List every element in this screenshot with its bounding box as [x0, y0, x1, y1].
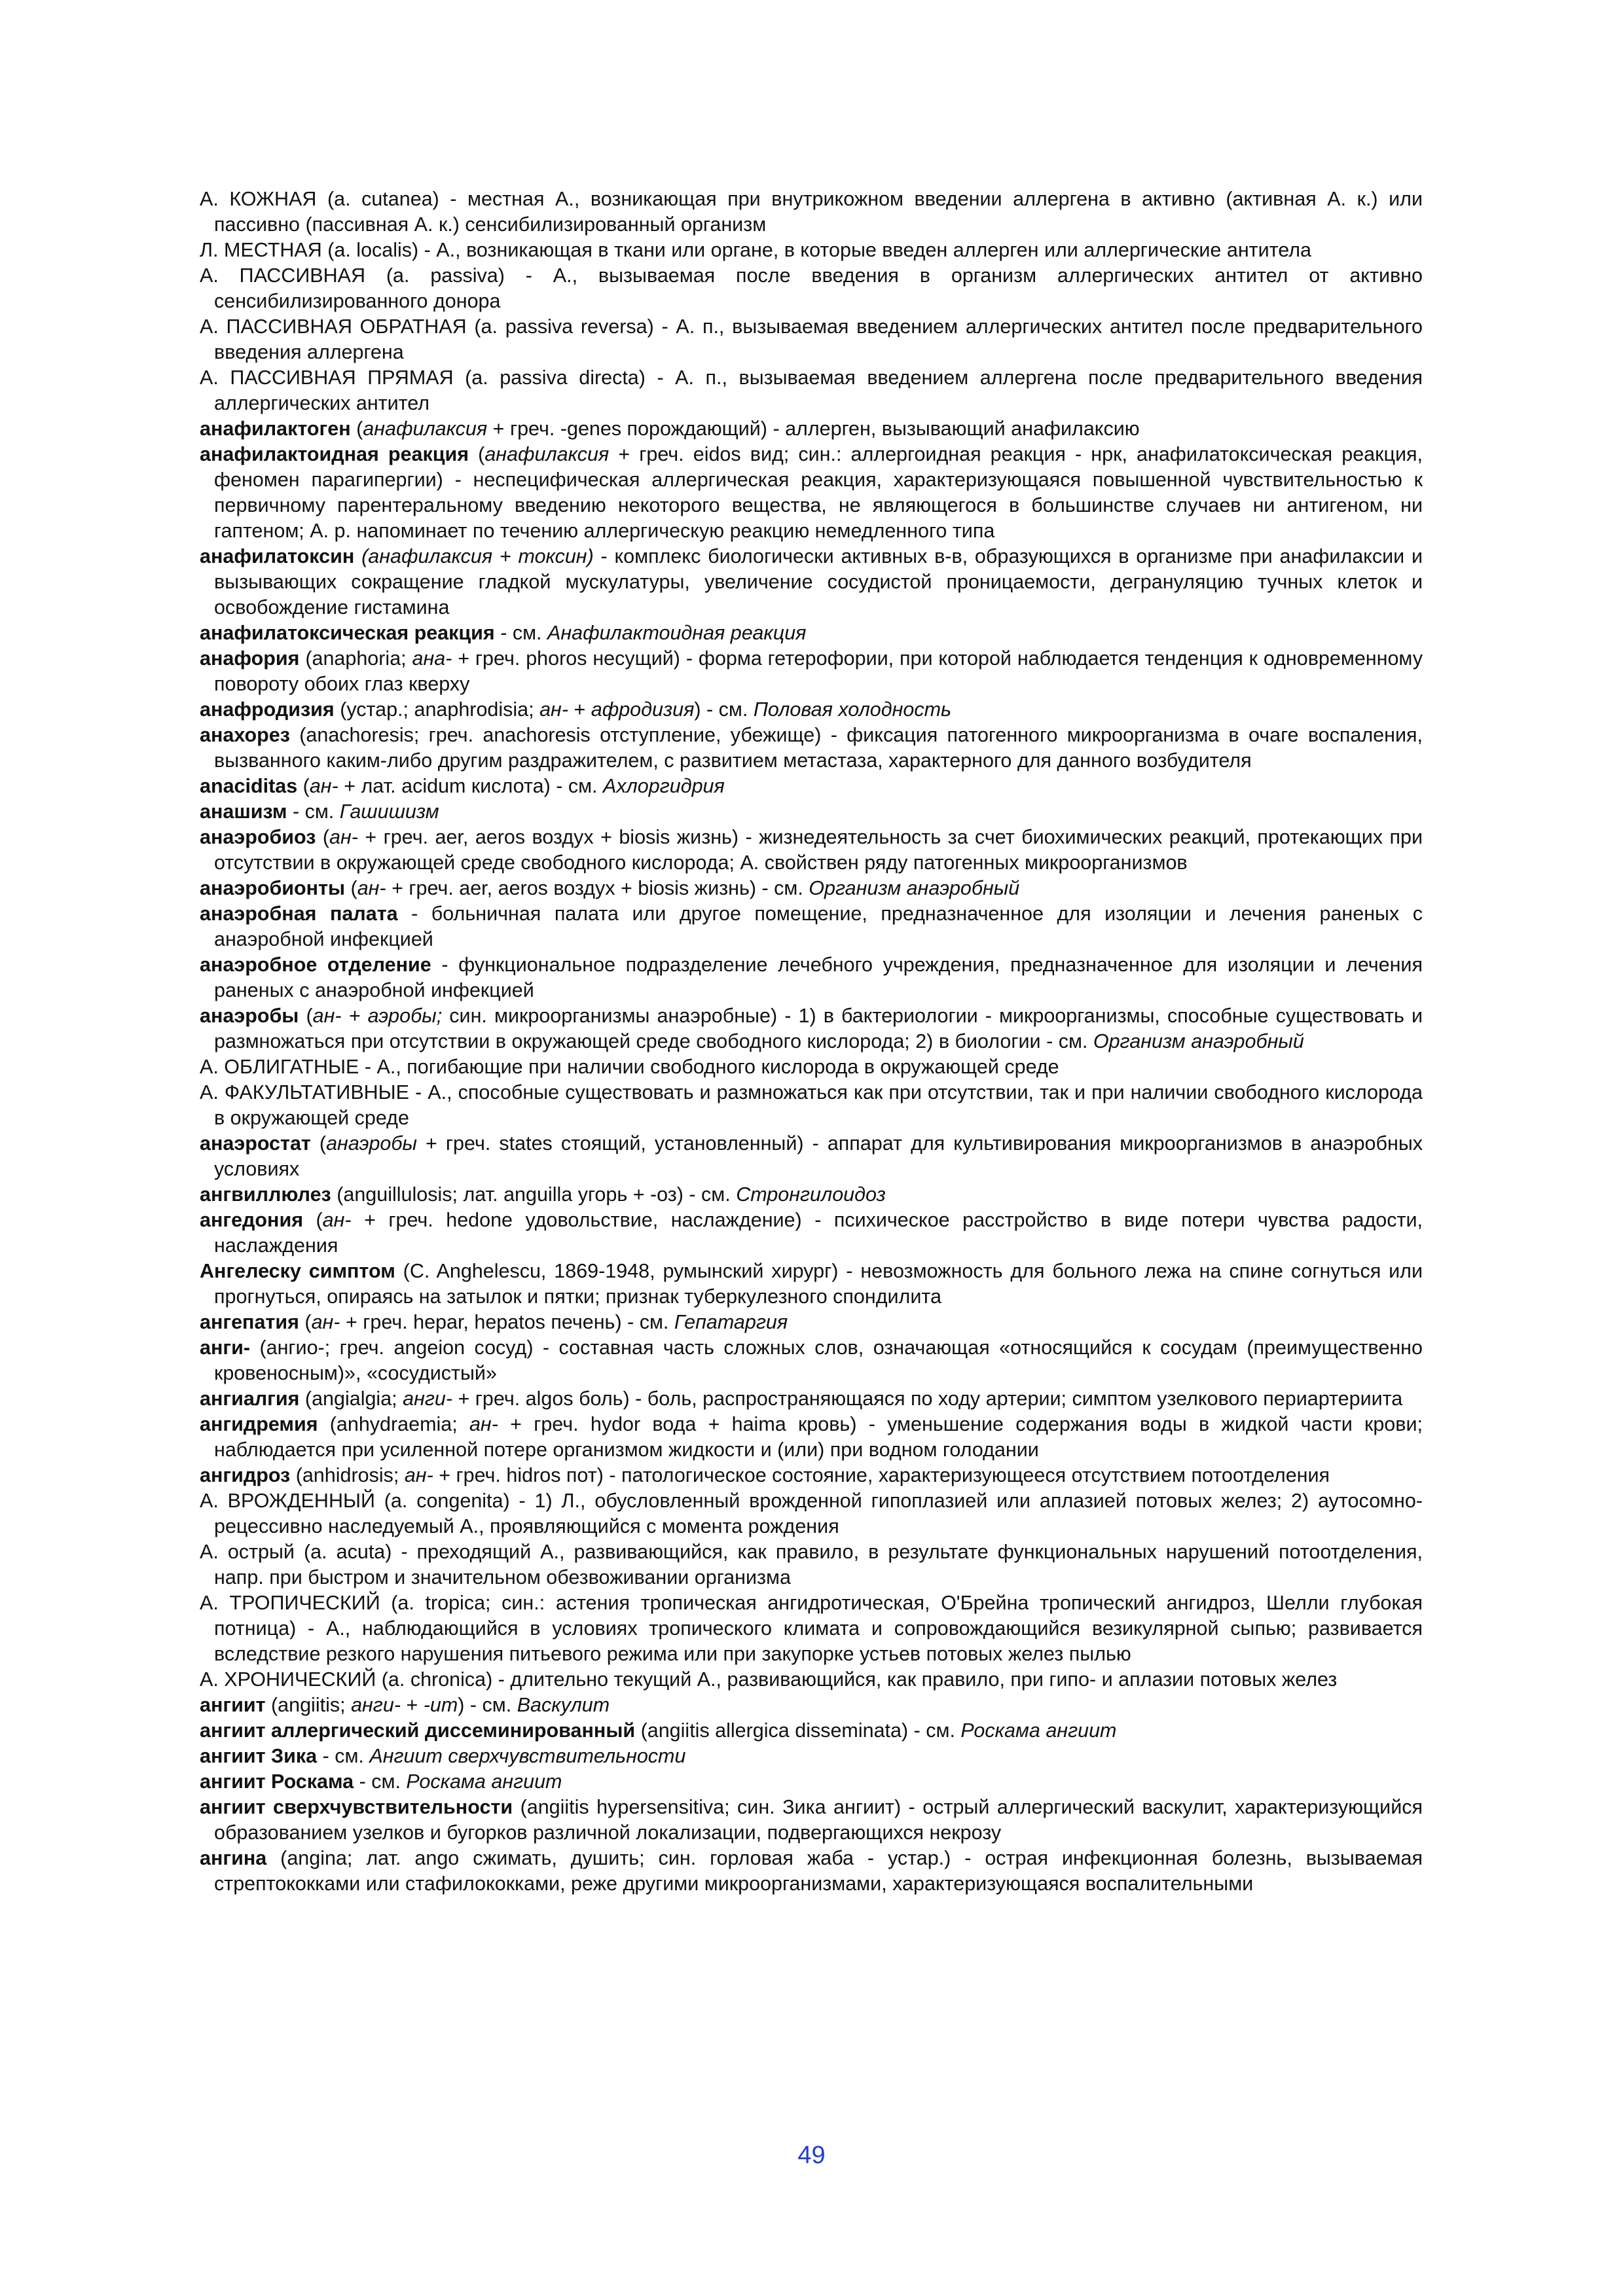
entry-text: (anachoresis; греч. anachoresis отступление, убежище) - фиксация патогенного микроорганизма в очаге воспаления, вызванного каким-либо другим раздражителем, с развитием метастаза, характерного для данного возбудителя [214, 724, 1423, 772]
entry-italic-text: афродизия [591, 698, 695, 721]
entry-text: ( [469, 443, 485, 465]
entry-text: А. ВРОЖДЕННЫЙ (a. congenita) - 1) Л., обусловленный врожденной гипоплазией или аплазией потовых желез; 2) аутосомно-рецессивно наследуемый А., проявляющийся с момента рождения [200, 1490, 1423, 1537]
entry-text: (angiitis hypersensitiva; син. Зика ангиит) - острый аллергический васкулит, характеризующийся образованием узелков и бугорков различной локализации, подвергающихся некрозу [214, 1796, 1423, 1844]
dictionary-page-body [200, 187, 1423, 1897]
entry-text: - комплекс биологически активных в-в, образующихся в организме при анафилаксии и вызывающих сокращение гладкой мускулатуры, увеличение сосудистой проницаемости, дегрануляцию тучных клеток и освобождение гистамина [214, 545, 1423, 619]
entry-text: ( [316, 826, 330, 848]
dictionary-entry [200, 1693, 1423, 1718]
entry-text: (anhydraemia; [318, 1413, 469, 1435]
entry-headword: анафродизия [200, 698, 335, 721]
entry-italic-text: анги- [403, 1388, 453, 1410]
entry-text: ) - см. [694, 698, 754, 721]
entry-italic-text: ан- [469, 1413, 498, 1435]
entry-text: ( [297, 775, 310, 797]
page-number: 49 [797, 2142, 826, 2169]
entry-text: + греч. aer, aeros воздух + biosis жизнь) - см. [386, 877, 809, 899]
entry-text: ( [299, 1005, 313, 1027]
dictionary-entry [200, 723, 1423, 774]
entry-text: А. ФАКУЛЬТАТИВНЫЕ - А., способные существовать и размножаться как при отсутствии, так и при наличии свободного кислорода в окружающей среде [200, 1081, 1423, 1129]
dictionary-entry [200, 544, 1423, 620]
entry-italic-text: -ит [423, 1694, 458, 1716]
entry-headword: ангиалгия [200, 1388, 300, 1410]
dictionary-entry [200, 1310, 1423, 1335]
dictionary-entry [200, 697, 1423, 723]
entry-text: ( [299, 1311, 312, 1333]
entry-text: + греч. aer, aeros воздух + biosis жизнь) - жизнедеятельность за счет биохимических реакций, протекающих при отсутствии в окружающей среде свободного кислорода; А. свойствен ряду патогенных микроорганизмов [214, 826, 1423, 874]
entry-text: ( [345, 877, 357, 899]
entry-text: (C. Anghelescu, 1869-1948, румынский хирург) - невозможность для больного лежа на спине согнуться или прогнуться, опираясь на затылок и пятки; признак туберкулезного спондилита [214, 1260, 1423, 1308]
entry-text: + [400, 1694, 424, 1716]
entry-text: + греч. eidos вид; син.: аллергоидная реакция - нрк, анафилатоксическая реакция, феномен парагипергии) - неспецифическая аллергическая реакция, характеризующаяся повышенной чувствительностью к первичному парентеральному введению некоторого вещества, не являющегося в большинстве случаев ни антигеном, ни гаптеном; А. р. напоминает по течению аллергическую реакцию немедленного типа [214, 443, 1423, 542]
entry-italic-text: ан- [309, 775, 338, 797]
entry-text: ) - см. [458, 1694, 517, 1716]
dictionary-entry [200, 1386, 1423, 1412]
entry-text: + [568, 698, 591, 721]
entry-italic-text: Гашишизм [339, 800, 439, 823]
entry-italic-text: Роскама ангиит [960, 1719, 1117, 1742]
entry-italic-text: Стронгилоидоз [736, 1183, 886, 1206]
dictionary-entry [200, 1795, 1423, 1846]
entry-italic-text: анги- [351, 1694, 401, 1716]
entry-headword: анафилатоксическая реакция [200, 622, 495, 644]
dictionary-entry [200, 620, 1423, 646]
dictionary-entry [200, 365, 1423, 416]
entry-text: син. микроорганизмы анаэробные) - 1) в бактериологии - микроорганизмы, способные существовать и размножаться при отсутствии в окружающей среде свободного кислорода; 2) в биологии - см. [214, 1005, 1423, 1052]
entry-text: + греч. -genes порождающий) - аллерген, вызывающий анафилаксию [487, 418, 1140, 440]
entry-headword: ангиит аллергический диссеминированный [200, 1719, 636, 1742]
entry-text: (angina; лат. ango сжимать, душить; син. горловая жаба - устар.) - острая инфекционная болезнь, вызываемая стрептококками или стафилококками, реже другими микроорганизмами, характеризующаяся воспалительными [214, 1847, 1423, 1895]
entry-text: А. ПАССИВНАЯ (a. passiva) - А., вызываемая после введения в организм аллергических антител от активно сенсибилизированного донора [200, 264, 1423, 312]
entry-text: А. ХРОНИЧЕСКИЙ (a. chronica) - длительно текущий А., развивающийся, как правило, при гипо- и аплазии потовых желез [200, 1668, 1338, 1691]
entry-headword: Ангелеску симптом [200, 1260, 395, 1282]
dictionary-entry [200, 1539, 1423, 1590]
entry-text: (angialgia; [299, 1388, 403, 1410]
dictionary-entry [200, 1182, 1423, 1208]
entry-headword: ангиит сверхчувствительности [200, 1796, 513, 1818]
entry-text: - см. [317, 1745, 370, 1767]
dictionary-entry [200, 187, 1423, 238]
entry-italic-text: ан- [322, 1209, 352, 1231]
entry-headword: анаэробиоз [200, 826, 316, 848]
dictionary-entry [200, 1080, 1423, 1131]
dictionary-entry [200, 1259, 1423, 1310]
dictionary-entry [200, 1590, 1423, 1667]
entry-text: - см. [354, 1770, 407, 1793]
entry-headword: анахорез [200, 724, 290, 746]
entry-text: - см. [287, 800, 340, 823]
entry-headword: анаэробная палата [200, 903, 398, 925]
dictionary-entry [200, 1003, 1423, 1054]
dictionary-entry [200, 952, 1423, 1003]
entry-italic-text: Анафилактоидная реакция [547, 622, 807, 644]
dictionary-entry [200, 1846, 1423, 1897]
entry-headword: ангидремия [200, 1413, 318, 1435]
entry-headword: анашизм [200, 800, 287, 823]
entry-headword: анафория [200, 647, 300, 670]
entry-text: (angiitis; [265, 1694, 352, 1716]
entry-italic-text: Гепатаргия [674, 1311, 788, 1333]
entry-headword: анафилактоидная реакция [200, 443, 469, 465]
entry-text: А. ПАССИВНАЯ ПРЯМАЯ (a. passiva directa) - А. п., вызываемая введением аллергена после предварительного введения аллергических антител [200, 367, 1423, 414]
dictionary-entry [200, 1054, 1423, 1080]
dictionary-entry [200, 646, 1423, 697]
entry-italic-text: анафилаксия [363, 418, 488, 440]
dictionary-entry [200, 901, 1423, 952]
entry-headword: ангепатия [200, 1311, 299, 1333]
dictionary-entry [200, 774, 1423, 799]
dictionary-entry [200, 1463, 1423, 1488]
entry-italic-text: Организм анаэробный [809, 877, 1020, 899]
entry-text: - больничная палата или другое помещение, предназначенное для изоляции и лечения раненых с анаэробной инфекцией [214, 903, 1423, 950]
dictionary-entry [200, 1412, 1423, 1463]
entry-headword: анафилактоген [200, 418, 351, 440]
entry-text: + греч. hedone удовольствие, наслаждение) - психическое расстройство в виде потери чувства радости, наслаждения [214, 1209, 1423, 1257]
dictionary-entry [200, 825, 1423, 876]
entry-text: + греч. phoros несущий) - форма гетерофории, при которой наблюдается тенденция к одновременному повороту обоих глаз кверху [214, 647, 1423, 695]
entry-text: + греч. algos боль) - боль, распространяющаяся по ходу артерии; симптом узелкового периартериита [452, 1388, 1403, 1410]
entry-headword: ангиит Роскама [200, 1770, 354, 1793]
entry-italic-text: ан- [329, 826, 358, 848]
entry-text: ( [350, 418, 363, 440]
entry-italic-text: Половая холодность [753, 698, 952, 721]
entry-italic-text: Роскама ангиит [406, 1770, 562, 1793]
entry-text: А. острый (a. acuta) - преходящий А., развивающийся, как правило, в результате функциональных нарушений потоотделения, напр. при быстром и значительном обезвоживании организма [200, 1541, 1423, 1588]
entry-text: (устар.; anaphrodisia; [334, 698, 540, 721]
entry-text: А. КОЖНАЯ (a. cutanea) - местная А., возникающая при внутрикожном введении аллергена в активно (активная А. к.) или пассивно (пассивная А. к.) сенсибилизированный организм [200, 188, 1423, 236]
entry-text [354, 545, 361, 567]
entry-headword: ангедония [200, 1209, 304, 1231]
entry-text: (anguillulosis; лат. anguilla угорь + -оз) - см. [331, 1183, 737, 1206]
entry-headword: ангвиллюлез [200, 1183, 331, 1206]
dictionary-entry [200, 416, 1423, 442]
entry-text: А. ПАССИВНАЯ ОБРАТНАЯ (a. passiva reversa) - А. п., вызываемая введением аллергических антител после предварительного введения аллергена [200, 315, 1423, 363]
entry-italic-text: ан- + аэробы; [312, 1005, 443, 1027]
entry-italic-text: ана- [412, 647, 452, 670]
entry-text: А. ТРОПИЧЕСКИЙ (a. tropica; син.: астения тропическая ангидротическая, О'Брейна тропический ангидроз, Шелли глубокая потница) - А., наблюдающийся в условиях тропического климата и сопровождающийся везикулярной сыпью; развивается вследствие резкого нарушения питьевого режима или при закупорке устьев потовых желез пылью [200, 1592, 1423, 1665]
entry-headword: анаэробное отделение [200, 954, 431, 976]
entry-text: (anhidrosis; [290, 1464, 405, 1486]
entry-text: - функциональное подразделение лечебного учреждения, предназначенное для изоляции и лечения раненых с анаэробной инфекцией [214, 954, 1423, 1001]
entry-italic-text: Васкулит [517, 1694, 610, 1716]
dictionary-entry [200, 1335, 1423, 1386]
entry-text: (anaphoria; [299, 647, 412, 670]
entry-text: + греч. states стоящий, установленный) - аппарат для культивирования микроорганизмов в анаэробных условиях [214, 1132, 1423, 1180]
dictionary-entry [200, 1208, 1423, 1259]
entry-italic-text: анафилаксия [484, 443, 610, 465]
dictionary-entry [200, 1667, 1423, 1693]
entry-text: Л. МЕСТНАЯ (a. localis) - А., возникающая в ткани или органе, в которые введен аллерген или аллергические антитела [200, 239, 1312, 261]
entry-italic-text: ан- [311, 1311, 340, 1333]
entry-headword: анги- [200, 1336, 250, 1359]
entry-italic-text: (анафилаксия + токсин) [361, 545, 594, 567]
entry-headword: ангиит [200, 1694, 266, 1716]
dictionary-entry [200, 876, 1423, 901]
entry-headword: ангина [200, 1847, 267, 1869]
entry-headword: анаэростат [200, 1132, 311, 1155]
dictionary-entry [200, 314, 1423, 365]
entry-text: ( [310, 1132, 327, 1155]
entry-text: ( [303, 1209, 323, 1231]
dictionary-entry [200, 1488, 1423, 1539]
dictionary-entry [200, 1718, 1423, 1744]
dictionary-entry [200, 1744, 1423, 1769]
dictionary-entry [200, 1131, 1423, 1182]
entry-italic-text: ан- [404, 1464, 433, 1486]
entry-text: - см. [494, 622, 547, 644]
entry-italic-text: ан- [539, 698, 568, 721]
entry-text: + лат. acidum кислота) - см. [338, 775, 603, 797]
entry-headword: ангиит Зика [200, 1745, 318, 1767]
entry-italic-text: Организм анаэробный [1093, 1030, 1304, 1052]
entry-headword: ангидроз [200, 1464, 291, 1486]
entry-text: А. ОБЛИГАТНЫЕ - А., погибающие при наличии свободного кислорода в окружающей среде [200, 1056, 1059, 1078]
entry-text: (angiitis allergica disseminata) - см. [635, 1719, 961, 1742]
dictionary-entry [200, 799, 1423, 825]
entry-text: (ангио-; греч. angeion сосуд) - составная часть сложных слов, означающая «относящийся к сосудам (преимущественно кровеносным)», «сосудистый» [214, 1336, 1423, 1384]
entry-headword: анаэробионты [200, 877, 346, 899]
dictionary-entry [200, 442, 1423, 544]
entry-headword: анафилатоксин [200, 545, 355, 567]
entry-italic-text: Ангиит сверхчувствительности [369, 1745, 686, 1767]
entry-italic-text: анаэробы [326, 1132, 417, 1155]
entry-headword: anaciditas [200, 775, 298, 797]
entry-italic-text: Ахлоргидрия [603, 775, 725, 797]
entry-headword: анаэробы [200, 1005, 299, 1027]
entry-italic-text: ан- [357, 877, 386, 899]
entry-text: + греч. hidros пот) - патологическое состояние, характеризующееся отсутствием потоотделения [433, 1464, 1330, 1486]
entry-text: + греч. hepar, hepatos печень) - см. [340, 1311, 674, 1333]
dictionary-entry [200, 263, 1423, 314]
dictionary-entry [200, 1769, 1423, 1795]
entry-text: + греч. hydor вода + haima кровь) - уменьшение содержания воды в жидкой части крови; наблюдается при усиленной потере организмом жидкости и (или) при водном голодании [214, 1413, 1423, 1461]
dictionary-entry [200, 238, 1423, 263]
